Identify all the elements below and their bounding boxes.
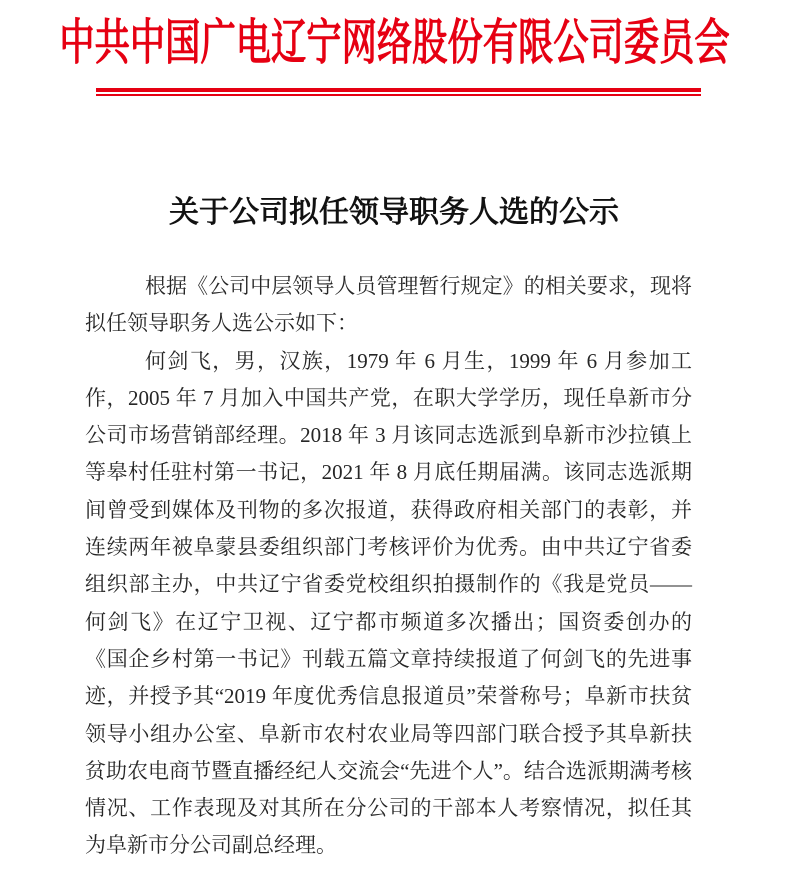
letterhead bbox=[0, 12, 788, 73]
divider-thin-line bbox=[96, 94, 701, 96]
body-paragraph: 何剑飞，男，汉族，1979 年 6 月生，1999 年 6 月参加工作，2005 年 7 月加入中国共产党，在职大学学历，现任阜新市分公司市场营销部经理。2018 年 3 月该同志选派到阜新市沙拉镇上等皋村任驻村第一书记，2021 年 8 月底任期届满。该同志选派期间曾受到媒体及刊物的多次报道，获得政府相关部门的表彰，并连续两年被阜蒙县委组织部门考核评价为优秀。由中共辽宁省委组织部主办，中共辽宁省委党校组织拍摄制作的《我是党员——何剑飞》在辽宁卫视、辽宁都市频道多次播出；国资委创办的《国企乡村第一书记》刊载五篇文章持续报道了何剑飞的先进事迹，并授予其“2019 年度优秀信息报道员”荣誉称号；阜新市扶贫领导小组办公室、阜新市农村农业局等四部门联合授予其阜新扶贫助农电商节暨直播经纪人交流会“先进个人”。结合选派期满考核情况、工作表现及对其所在分公司的干部本人考察情况，拟任其为阜新市分公司副总经理。 bbox=[85, 348, 692, 858]
body-paragraph: 根据《公司中层领导人员管理暂行规定》的相关要求，现将拟任领导职务人选公示如下： bbox=[85, 274, 692, 336]
letterhead-divider bbox=[96, 88, 701, 96]
document-title: 关于公司拟任领导职务人选的公示 bbox=[169, 196, 619, 229]
document-body bbox=[85, 268, 692, 865]
letterhead-org-name: 中共中国广电辽宁网络股份有限公司委员会 bbox=[58, 15, 730, 70]
